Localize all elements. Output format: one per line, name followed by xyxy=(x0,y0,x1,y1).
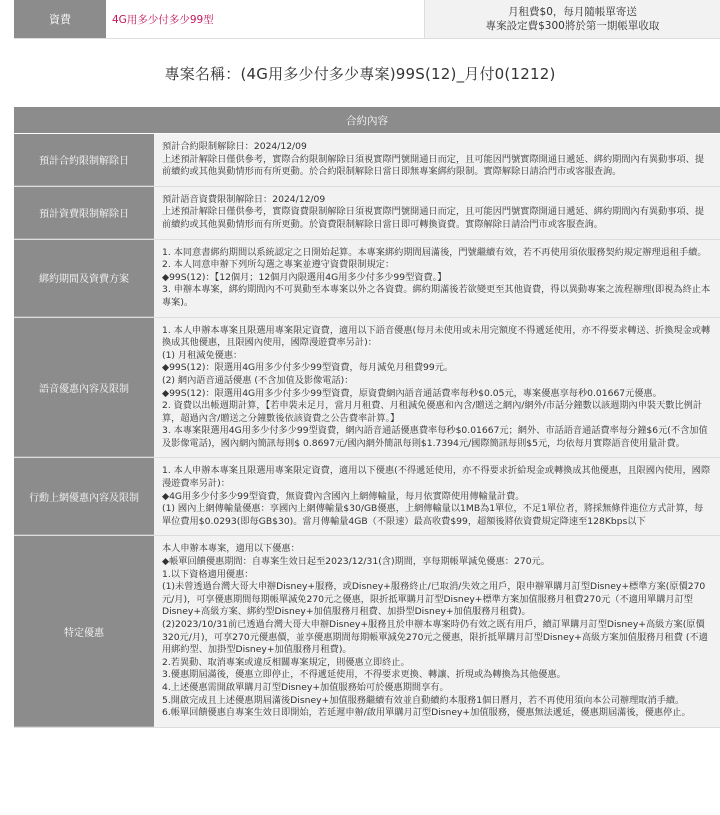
row-label: 綁約期間及資費方案 xyxy=(14,240,154,317)
row-text: 2. 本人同意申辦下列所勾選之專案並遵守資費限制規定： xyxy=(162,259,395,271)
row-data-offer xyxy=(14,458,720,536)
fee-note xyxy=(425,0,720,38)
row-text: 本人申辦本專案，適用以下優惠： xyxy=(162,543,300,555)
row-text: 4.上述優惠需開啟單購月訂型Disney+加值服務始可於優惠期間享有。 xyxy=(162,681,449,693)
fee-value: 4G用多少付多少99型 xyxy=(106,0,425,38)
row-text: 1. 本同意書綁約期間以系統認定之日開始起算。本專案綁約期間屆滿後，門號繼續有效，若不再使用須依服務契約規定辦理退租手續。 xyxy=(162,246,707,258)
row-text: 2. 資費以出帳週期計算，【若申裝未足月，當月月租費、月租減免優惠和內含/贈送之網內/網外/市話分鐘數以該週期內申裝天數比例計算，超過內含/贈送之分鐘數後依該資費之公告費率計算。】 xyxy=(162,400,703,424)
fee-label: 資費 xyxy=(14,0,106,38)
row-body xyxy=(154,134,720,186)
fee-note-line-1: 月租費$0，每月隨帳單寄送 xyxy=(508,6,637,18)
row-text: 1. 本人申辦本專案且限選用專案限定資費，適用以下語音優惠(每月未使用或未用完額度不得遞延使用，亦不得要求轉送、折換現金或轉換成其他優惠，且限國內使用，國際漫遊費率另計)： xyxy=(162,324,711,349)
row-text: 預計語音資費限制解除日：2024/12/09 xyxy=(162,193,326,205)
row-text: ◆4G用多少付多少99型資費，無資費內含國內上網傳輸量，每月依實際使用傳輸量計費。 xyxy=(162,490,525,502)
row-text: (2) 網內語音通話優惠 (不含加值及影像電話)： xyxy=(162,374,354,386)
row-text: 上述預計解除日僅供參考，實際資費限制解除日須視實際門號開通日而定，且可能因門號實際開通日遞延、綁約期間內有異動事項、提前續約或其他異動情形而有所更動。於資費限制解除日當日即可轉換資費。實際解除日請洽門市或客服查詢。 xyxy=(162,206,705,230)
contract-table xyxy=(14,107,720,728)
row-text: (1) 月租減免優惠： xyxy=(162,349,243,361)
contract-header: 合約內容 xyxy=(14,107,720,134)
row-text: ◆99S(12)：【12個月；12個月內限選用4G用多少付多少99型資費。】 xyxy=(162,271,447,283)
row-label: 預計合約限制解除日 xyxy=(14,134,154,186)
row-text: (2)2023/10/31前已透過台灣大哥大申辦Disney+服務且於申辦本專案時仍有效之既有用戶，續訂單購月訂型Disney+高級方案(原價320元/月)，可享270元優惠價，並享優惠期間每期帳單減免270元之優惠，限折抵單購月訂型Disney+高級方案加值服務月租費 (不適用綁約型、加掛型Disney+加值服務月租費)。 xyxy=(162,619,708,656)
fee-row xyxy=(14,0,720,39)
row-label: 行動上網優惠內容及限制 xyxy=(14,458,154,535)
row-text: (1) 國內上網傳輸量優惠：享國內上網傳輸量$30/GB優惠，上網傳輸量以1MB為1單位，不足1單位者，將採無條件進位方式計算，每單位費用$0.0293(即每GB$30)。當月傳輸量4GB（不限速）最高收費$99，超額後將依資費規定降速至128Kbps以下 xyxy=(162,503,704,527)
row-text: 3. 申辦本專案，綁約期間內不可異動至本專案以外之各資費。綁約期滿後若欲變更至其他資費，得以異動專案之流程辦理(即視為終止本專案)。 xyxy=(162,284,711,308)
row-body xyxy=(154,240,720,317)
row-text: 2.若異動、取消專案或違反相關專案規定，則優惠立即終止。 xyxy=(162,656,410,668)
row-text: 5.開啟完成且上述優惠期屆滿後Disney+加值服務繼續有效並自動續約本服務1個日曆月，若不再使用須向本公司辦理取消手續。 xyxy=(162,694,685,706)
row-contract-end-date xyxy=(14,134,720,187)
row-label: 特定優惠 xyxy=(14,536,154,726)
fee-note-line-2: 專案設定費$300將於第一期帳單收取 xyxy=(485,20,660,32)
row-text: (1)未曾透過台灣大哥大申辦Disney+服務，或Disney+服務終止/已取消/失效之用戶，限申辦單購月訂型Disney+標準方案(原價270元/月)，可享優惠期間每期帳單減免270元之優惠，限折抵單購月訂型Disney+標準方案加值服務月租費270元（不適用單購月訂型Disney+高級方案、綁約型Disney+加值服務月租費、加掛型Disney+加值服務月租費)。 xyxy=(162,581,706,618)
row-contract-period xyxy=(14,240,720,318)
row-text: ◆99S(12)：限選用4G用多少付多少99型資費，每月減免月租費99元。 xyxy=(162,362,454,374)
row-text: 1.以下資格適用優惠： xyxy=(162,568,254,580)
row-text: 3. 本專案限選用4G用多少付多少99型資費，網內語音通話優惠費率每秒$0.01667元；網外、市話語音通話費率每分鐘$6元(不含加值及影像電話)，國內網內簡訊每則$ 0.8697元/國內網外簡訊每則$1.7394元/國際簡訊每則$5元，均依每月實際語音使用量計費。 xyxy=(162,425,708,449)
row-text: 3.優惠期屆滿後，優惠立即停止，不得遞延使用，不得要求更換、轉讓、折現或為轉換為其他優惠。 xyxy=(162,669,566,681)
plan-title: 專案名稱：(4G用多少付多少專案)99S(12)_月付0(1212) xyxy=(164,64,556,83)
row-label: 語音優惠內容及限制 xyxy=(14,318,154,458)
row-text: 6.帳單回饋優惠自專案生效日即開始，若延遲申辦/啟用單購月訂型Disney+加值服務，優惠無法遞延，優惠期屆滿後，優惠停止。 xyxy=(162,707,691,719)
row-body xyxy=(154,536,720,726)
row-voice-offer xyxy=(14,318,720,459)
row-label: 預計資費限制解除日 xyxy=(14,187,154,239)
row-fee-end-date xyxy=(14,187,720,240)
row-text: 1. 本人申辦本專案且限選用專案限定資費，適用以下優惠(不得遞延使用，亦不得要求折給現金或轉換成其他優惠，且限國內使用，國際漫遊費率另計)： xyxy=(162,465,711,490)
row-body xyxy=(154,318,720,458)
row-text: 上述預計解除日僅供參考，實際合約限制解除日須視實際門號開通日而定，且可能因門號實際開通日遞延、綁約期間內有異動事項、提前續約或其他異動情形而有所更動。於合約限制解除日當日即無專案綁約限制。實際解除日請洽門市或客服查詢。 xyxy=(162,153,705,178)
row-text: ◆帳單回饋優惠期間：自專案生效日起至2023/12/31(含)期間，享每期帳單減免優惠：270元。 xyxy=(162,556,550,568)
row-text: 預計合約限制解除日：2024/12/09 xyxy=(162,141,307,152)
row-text: ◆99S(12)：限選用4G用多少付多少99型資費，原資費網內語音通話費率每秒$0.05元，專案優惠享每秒0.01667元優惠。 xyxy=(162,387,662,399)
row-body xyxy=(154,187,720,239)
row-special-offer xyxy=(14,536,720,727)
row-body xyxy=(154,458,720,535)
